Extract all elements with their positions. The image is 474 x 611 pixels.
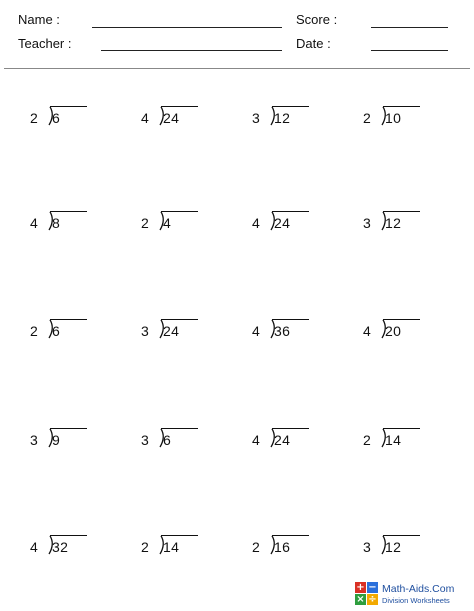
divisor: 4: [141, 110, 149, 126]
divisor: 3: [30, 432, 38, 448]
division-vinculum: [272, 428, 309, 429]
divisor: 4: [363, 323, 371, 339]
division-vinculum: [161, 319, 198, 320]
division-problem: [363, 533, 463, 563]
divisor: 4: [252, 215, 260, 231]
division-vinculum: [50, 428, 87, 429]
division-vinculum: [272, 319, 309, 320]
divisor: 2: [30, 110, 38, 126]
date-field[interactable]: [371, 50, 448, 51]
division-problem: [30, 104, 130, 134]
division-vinculum: [50, 106, 87, 107]
date-label: Date :: [296, 36, 331, 51]
divisor: 3: [363, 215, 371, 231]
logo-symbol-tile: ×: [356, 594, 365, 605]
division-problem: [30, 426, 130, 456]
divisor: 2: [363, 432, 371, 448]
division-vinculum: [50, 319, 87, 320]
logo-symbol-tile: ÷: [368, 594, 377, 605]
divisor: 2: [252, 539, 260, 555]
division-problem: [30, 533, 130, 563]
division-problem: [252, 533, 352, 563]
dividend: 6: [163, 432, 172, 448]
site-logo: [355, 582, 469, 608]
dividend: 24: [274, 215, 291, 231]
divisor: 2: [30, 323, 38, 339]
division-vinculum: [383, 319, 420, 320]
division-problem: [141, 104, 241, 134]
division-vinculum: [383, 211, 420, 212]
division-problem: [252, 426, 352, 456]
division-vinculum: [50, 535, 87, 536]
dividend: 14: [163, 539, 180, 555]
division-vinculum: [161, 211, 198, 212]
division-problem: [252, 209, 352, 239]
division-vinculum: [50, 211, 87, 212]
dividend: 24: [274, 432, 291, 448]
division-vinculum: [161, 428, 198, 429]
divisor: 3: [141, 323, 149, 339]
divisor: 2: [363, 110, 371, 126]
division-problem: [252, 317, 352, 347]
division-problem: [141, 533, 241, 563]
score-label: Score :: [296, 12, 338, 27]
dividend: 20: [385, 323, 402, 339]
divisor: 2: [141, 539, 149, 555]
logo-title: Math-Aids.Com: [382, 583, 455, 595]
logo-symbol-tile: +: [356, 582, 365, 593]
header-divider: [4, 68, 470, 69]
dividend: 6: [52, 323, 61, 339]
dividend: 12: [385, 539, 402, 555]
logo-symbol-tile: −: [368, 582, 377, 593]
divisor: 4: [30, 215, 38, 231]
division-problem: [141, 426, 241, 456]
dividend: 4: [163, 215, 172, 231]
dividend: 32: [52, 539, 69, 555]
divisor: 4: [252, 323, 260, 339]
division-problem: [363, 209, 463, 239]
divisor: 3: [141, 432, 149, 448]
name-field[interactable]: [92, 27, 282, 28]
dividend: 9: [52, 432, 61, 448]
divisor: 4: [30, 539, 38, 555]
division-problem: [363, 426, 463, 456]
dividend: 8: [52, 215, 61, 231]
dividend: 6: [52, 110, 61, 126]
divisor: 3: [363, 539, 371, 555]
score-field[interactable]: [371, 27, 448, 28]
division-vinculum: [272, 106, 309, 107]
math-aids-logo-icon: [355, 582, 379, 606]
division-problem: [141, 209, 241, 239]
division-vinculum: [161, 106, 198, 107]
division-problem: [363, 317, 463, 347]
teacher-label: Teacher :: [18, 36, 72, 51]
division-vinculum: [272, 535, 309, 536]
logo-subtitle: Division Worksheets: [382, 596, 450, 605]
division-problem: [363, 104, 463, 134]
divisor: 2: [141, 215, 149, 231]
division-problem: [30, 317, 130, 347]
dividend: 24: [163, 110, 180, 126]
division-problem: [141, 317, 241, 347]
dividend: 14: [385, 432, 402, 448]
division-problem: [30, 209, 130, 239]
division-vinculum: [161, 535, 198, 536]
dividend: 12: [385, 215, 402, 231]
divisor: 3: [252, 110, 260, 126]
division-vinculum: [383, 106, 420, 107]
dividend: 24: [163, 323, 180, 339]
name-label: Name :: [18, 12, 60, 27]
dividend: 10: [385, 110, 402, 126]
teacher-field[interactable]: [101, 50, 282, 51]
division-vinculum: [272, 211, 309, 212]
division-problem: [252, 104, 352, 134]
dividend: 12: [274, 110, 291, 126]
dividend: 16: [274, 539, 291, 555]
division-vinculum: [383, 428, 420, 429]
dividend: 36: [274, 323, 291, 339]
division-vinculum: [383, 535, 420, 536]
divisor: 4: [252, 432, 260, 448]
